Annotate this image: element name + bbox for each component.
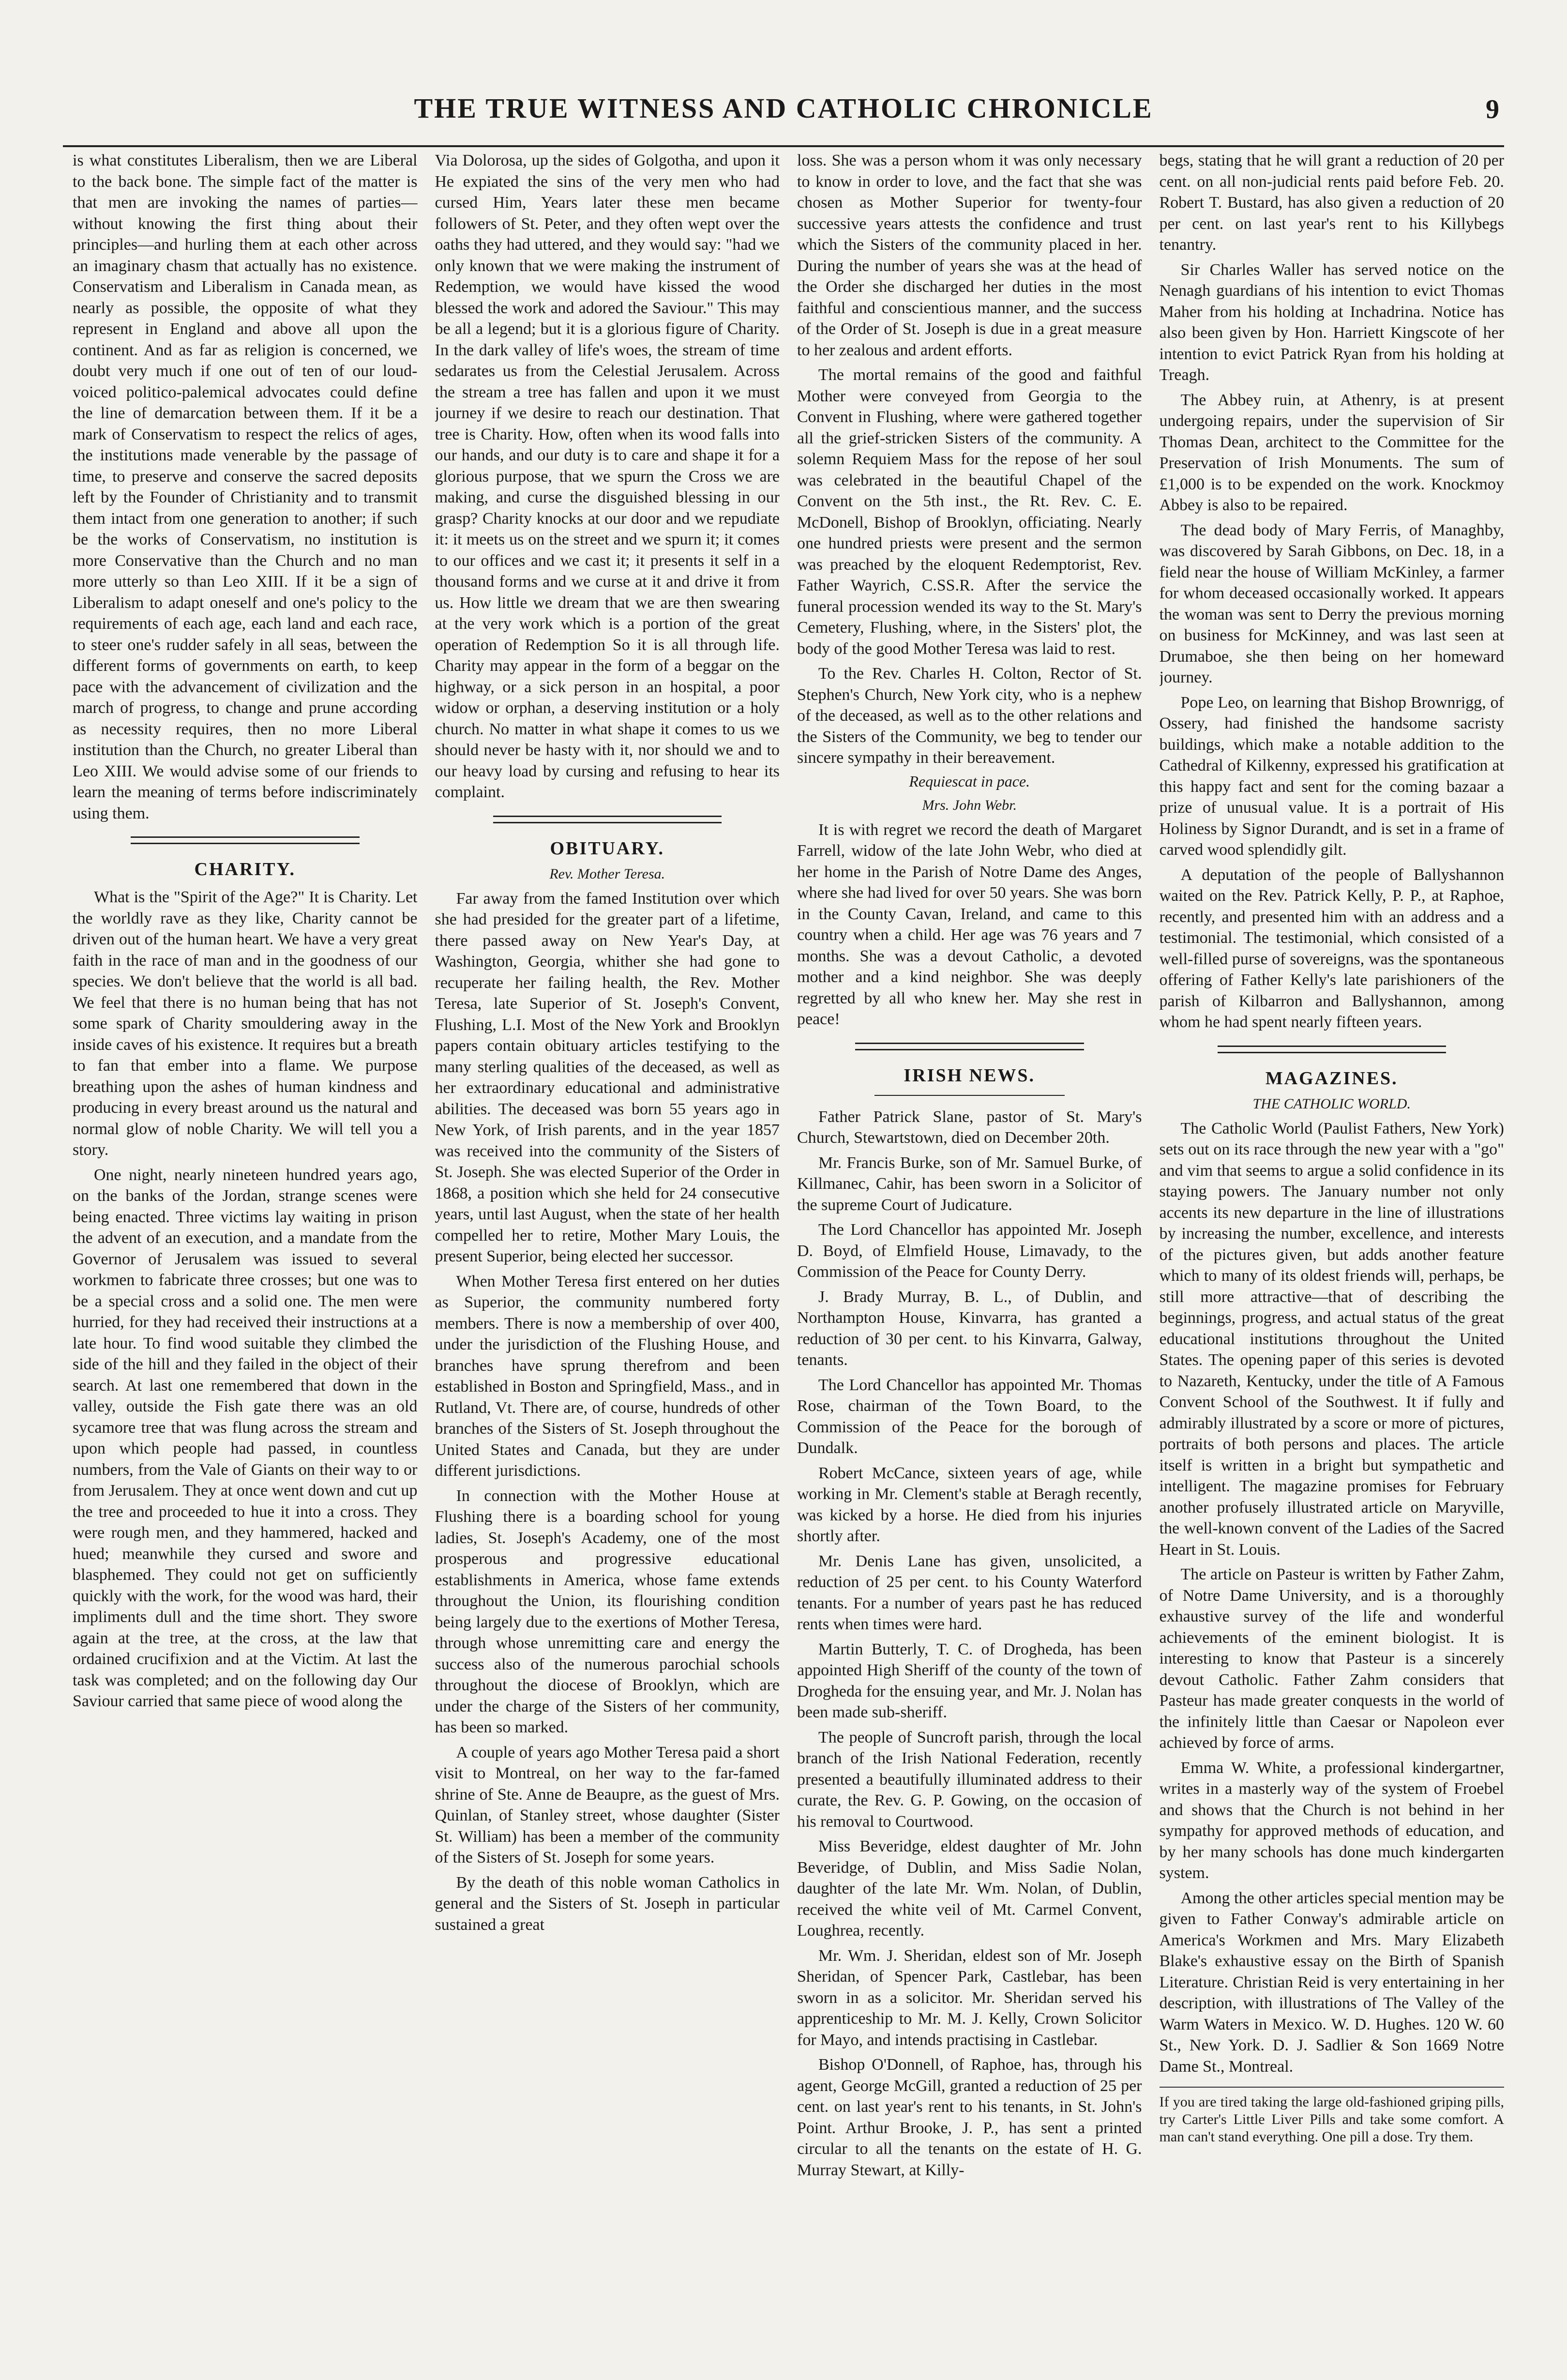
- section-divider: [131, 836, 360, 844]
- paragraph: In connection with the Mother House at Flushing there is a boarding school for young ladies, St. Joseph's Academy, one of the most prosperous and progressive educational establishments in America, whose fame extends throughout the Union, its flourishing condition being largely due to the exertions of Mother Teresa, through whose unremitting care and energy the success also of the numerous parochial schools throughout the diocese of Brooklyn, which are under the charge of the Sisters of her community, has been so marked.: [435, 1486, 780, 1736]
- charity-article: [73, 887, 418, 1712]
- paragraph: Emma W. White, a professional kindergartner, writes in a masterly way of the system of Froebel and shows that the Church is not behind in her sympathy for approved methods of education, and by her many schools has done much kindergarten system.: [1159, 1758, 1504, 1882]
- paragraph: Father Patrick Slane, pastor of St. Mary's Church, Stewartstown, died on December 20th.: [797, 1107, 1142, 1147]
- paragraph: It is with regret we record the death of Margaret Farrell, widow of the late John Webr, who died at her home in the Parish of Notre Dame des Anges, where she had lived for over 50 years. She was born in the County Cavan, Ireland, and came to this country when a child. Her age was 76 years and 7 months. She was a devout Catholic, a devoted mother and a kind neighbor. She was deeply regretted by all who knew her. May she rest in peace!: [797, 820, 1142, 1028]
- charity-article-continued: [435, 150, 780, 803]
- column-4: [1160, 150, 1505, 2341]
- magazines-heading: MAGAZINES.: [1265, 1068, 1398, 1089]
- paragraph: Mr. Francis Burke, son of Mr. Samuel Burke, of Killmanec, Cahir, has been sworn in a Solicitor of the supreme Court of Judicature.: [797, 1153, 1142, 1214]
- heading-rule: [874, 1095, 1065, 1096]
- section-divider: [493, 816, 722, 823]
- paragraph: When Mother Teresa first entered on her duties as Superior, the community numbered forty members. There is now a membership of over 400, under the jurisdiction of the Flushing House, and branches have sprung therefrom and been established in Boston and Springfield, Mass., and in Rutland, Vt. There are, of course, hundreds of other branches of the Sisters of St. Joseph throughout the United States and Canada, but they are under different jurisdictions.: [435, 1272, 780, 1480]
- charity-heading: CHARITY.: [194, 859, 296, 879]
- irish-news-items: [797, 1107, 1142, 2181]
- obituary-heading: OBITUARY.: [550, 838, 664, 859]
- obituary-subhead: Rev. Mother Teresa.: [549, 865, 665, 882]
- article-columns: [73, 150, 1504, 2341]
- paragraph: A couple of years ago Mother Teresa paid a short visit to Montreal, on her way to the far-famed shrine of Ste. Anne de Beaupre, as the guest of Mrs. Quinlan, of Stanley street, whose daughter (Sister St. William) has been a member of the community of the Sisters of St. Joseph for some years.: [435, 1743, 780, 1866]
- paragraph: The article on Pasteur is written by Father Zahm, of Notre Dame University, and is a thoroughly exhaustive survey of the life and wonderful achievements of the eminent biologist. It is interesting to know that Pasteur is a sincerely devout Catholic. Father Zahm considers that Pasteur has made greater conquests in the world of the infinitely little than Caesar or Napoleon ever achieved by force of arms.: [1159, 1565, 1504, 1752]
- page-number: 9: [1486, 94, 1499, 124]
- obituary-article-continued: [797, 150, 1142, 769]
- paragraph: What is the "Spirit of the Age?" It is Charity. Let the worldly rave as they like, Charity cannot be driven out of the human heart. We have a very great faith in the race of man and in the goodness of our species. We don't believe that the world is all bad. We feel that there is no human being that has not some spark of Charity smouldering away in the inside caves of his existence. It requires but a breath to fan that ember into a flame. We purpose breathing upon the ashes of human kindness and producing in every breast around us the natural and normal glow of noble Charity. We will tell you a story.: [73, 888, 418, 1159]
- paragraph: The people of Suncroft parish, through the local branch of the Irish National Federation, recently presented a beautifully illuminated address to their curate, the Rev. G. P. Gowing, on the occasion of his removal to Courtwood.: [797, 1728, 1142, 1831]
- paragraph: The Lord Chancellor has appointed Mr. Joseph D. Boyd, of Elmfield House, Limavady, to the Commission of the Peace for County Derry.: [797, 1221, 1142, 1281]
- paragraph: A deputation of the people of Ballyshannon waited on the Rev. Patrick Kelly, P. P., at Raphoe, recently, and presented him with an address and a testimonial. The testimonial, which consisted of a well-filled purse of sovereigns, was the spontaneous offering of Father Kelly's late parishioners of the parish of Kilbarron and Ballyshannon, among whom he had spent nearly fifteen years.: [1159, 865, 1504, 1031]
- paragraph: Mr. Wm. J. Sheridan, eldest son of Mr. Joseph Sheridan, of Spencer Park, Castlebar, has been sworn in as a solicitor. Mr. Sheridan served his apprenticeship to Mr. M. J. Kelly, Crown Solicitor for Mayo, and intends practising in Castlebar.: [797, 1946, 1142, 2049]
- paragraph: Via Dolorosa, up the sides of Golgotha, and upon it He expiated the sins of the very men who had cursed Him, Years later these men became followers of St. Peter, and they often wept over the oaths they had uttered, and they would say: "had we only known that we were making the instrument of Redemption, we would have kissed the wood blessed the work and adored the Saviour." This may be all a legend; but it is a glorious figure of Charity. In the dark valley of life's woes, the stream of time sedarates us from the Celestial Jerusalem. Across the stream a tree has fallen and upon it we must journey if we desire to reach our destination. That tree is Charity. How, often when its wood falls into our hands, and our duty is to care and shape it for a glorious purpose, that we spurn the Cross we are making, and curse the disguished blessing in our grasp? Charity knocks at our door and we repudiate it: it meets us on the street and we spurn it; it comes to our offices and we cast it; it presents it self in a thousand forms and we curse at it and drive it from us. How little we dream that we are then swearing at the very work which is a portion of the great operation of Redemption So it is all through life. Charity may appear in the form of a beggar on the highway, or a sick person in an hospital, a poor widow or orphan, a deserving institution or a holy church. No matter in what shape it comes to us we should never be hasty with it, nor should we and to our heavy load by cursing and refusing to hear its complaint.: [435, 152, 780, 801]
- paragraph: To the Rev. Charles H. Colton, Rector of St. Stephen's Church, New York city, who is a nephew of the deceased, as well as to the other relations and the Sisters of the Community, we beg to tender our sincere sympathy in their bereavement.: [797, 665, 1142, 767]
- pills-advertisement: If you are tired taking the large old-fashioned griping pills, try Carter's Little Liver Pills and take some comfort. A man can't stand everything. One pill a dose. Try them.: [1160, 2087, 1505, 2146]
- paragraph: Mr. Denis Lane has given, unsolicited, a reduction of 25 per cent. to his County Waterford tenants. For a number of years past he has reduced rents when times were hard.: [797, 1552, 1142, 1633]
- section-divider: [855, 1043, 1084, 1050]
- column-1: [73, 150, 418, 2341]
- paragraph: Miss Beveridge, eldest daughter of Mr. John Beveridge, of Dublin, and Miss Sadie Nolan, daughter of the late Mr. Wm. Nolan, of Dublin, received the white veil of Mt. Carmel Convent, Loughrea, recently.: [797, 1837, 1142, 1940]
- column-3: [797, 150, 1142, 2341]
- paragraph: The Abbey ruin, at Athenry, is at present undergoing repairs, under the supervision of Sir Thomas Dean, architect to the Committee for the Preservation of Irish Monuments. The sum of £1,000 is to be expended on the work. Knockmoy Abbey is also to be repaired.: [1159, 391, 1504, 514]
- paragraph: Robert McCance, sixteen years of age, while working in Mr. Clement's stable at Beragh recently, was kicked by a horse. He died from his injuries shortly after.: [797, 1464, 1142, 1545]
- irish-news-continued: [1160, 150, 1505, 1033]
- liberalism-article: [73, 150, 418, 824]
- irish-news-heading: IRISH NEWS.: [904, 1065, 1036, 1086]
- obituary-article: [435, 888, 780, 1936]
- paragraph: loss. She was a person whom it was only necessary to know in order to love, and the fact that she was chosen as Mother Superior for twenty-four successive years attests the confidence and trust which the Sisters of the community placed in her. During the number of years she was at the head of the Order she discharged her duties in the most faithful and conscientious manner, and the success of the Order of St. Joseph is due in a great measure to her zealous and ardent efforts.: [797, 152, 1142, 359]
- paragraph: J. Brady Murray, B. L., of Dublin, and Northampton House, Kinvarra, has granted a reduction of 30 per cent. to his Kinvarra, Galway, tenants.: [797, 1288, 1142, 1369]
- webr-subhead: Mrs. John Webr.: [922, 797, 1017, 813]
- paragraph: Among the other articles special mention may be given to Father Conway's admirable article on America's Workmen and Mrs. Mary Elizabeth Blake's exhaustive essay on the Birth of Spanish Literature. Christian Reid is very entertaining in her description, with illustrations of The Valley of the Warm Waters in Mexico. W. D. Hughes. 120 W. 60 St., New York. D. J. Sadlier & Son 1669 Notre Dame St., Montreal.: [1159, 1889, 1504, 2076]
- paragraph: Pope Leo, on learning that Bishop Brownrigg, of Ossery, had finished the handsome sacristy buildings, which make a notable addition to the Cathedral of Kilkenny, expressed his gratification at this happy fact and sent for the coming bazaar a prize of unusual value. It is a portrait of His Holiness by Signor Durandt, and is set in a frame of carved wood splendidly gilt.: [1159, 693, 1504, 859]
- paragraph: is what constitutes Liberalism, then we are Liberal to the back bone. The simple fact of the matter is that men are invoking the names of parties—without knowing the first thing about their principles—and hurling them at each other across an imaginary chasm that actually has no existence. Conservatism and Liberalism in Canada mean, as nearly as possible, the opposite of what they represent in England and above all upon the continent. And as far as religion is concerned, we doubt very much if one out of ten of our loud-voiced politico-palemical advocates could define the line of demarcation between them. If it be a mark of Conservatism to respect the relics of ages, the institutions made venerable by the passage of time, to preserve and conserve the sacred deposits left by the Founder of Christianity and to transmit them intact from one generation to another; if such be the works of Conservatism, no institution is more Conservative than the Church and no man more utterly so than Leo XIII. If it be a sign of Liberalism to adapt oneself and one's policy to the requirements of each age, each land and each race, to steer one's rudder safely in all seas, between the different forms of governments on earth, to keep pace with the advancement of civilization and the march of progress, to change and prune according as necessity requires, then no more Liberal institution than the Church, no greater Liberal than Leo XIII. We would advise some of our friends to learn the meaning of terms before indiscriminately using them.: [73, 152, 418, 822]
- masthead: [63, 73, 1504, 147]
- paragraph: begs, stating that he will grant a reduction of 20 per cent. on all non-judicial rents paid before Feb. 20. Robert T. Bustard, has also given a reduction of 20 per cent. on last year's rent to his Killybegs tenantry.: [1159, 152, 1504, 254]
- requiescat-line: Requiescat in pace.: [909, 772, 1030, 790]
- paragraph: By the death of this noble woman Catholics in general and the Sisters of St. Joseph in particular sustained a great: [435, 1873, 780, 1934]
- magazines-article: [1160, 1118, 1505, 2077]
- paragraph: Martin Butterly, T. C. of Drogheda, has been appointed High Sheriff of the county of the town of Drogheda for the ensuing year, and Mr. J. Nolan has been made sub-sheriff.: [797, 1640, 1142, 1721]
- paragraph: The Lord Chancellor has appointed Mr. Thomas Rose, chairman of the Town Board, to the Commission of the Peace for the borough of Dundalk.: [797, 1376, 1142, 1457]
- paragraph: Bishop O'Donnell, of Raphoe, has, through his agent, George McGill, granted a reduction of 25 per cent. on last year's rent to his tenants, in St. John's Point. Arthur Brooke, J. P., has sent a printed circular to all the tenants on the estate of H. G. Murray Stewart, at Killy-: [797, 2056, 1142, 2179]
- paragraph: Far away from the famed Institution over which she had presided for the greater part of a lifetime, there passed away on New Year's Day, at Washington, Georgia, whither she had gone to recuperate her failing health, the Rev. Mother Teresa, late Superior of St. Joseph's Convent, Flushing, L.I. Most of the New York and Brooklyn papers contain obituary articles testifying to the many sterling qualities of the deceased, as well as her extraordinary educational and administrative abilities. The deceased was born 55 years ago in New York, of Irish parents, and in the year 1857 was received into the community of the Sisters of St. Joseph. She was elected Superior of the Order in 1868, a position which she held for 24 consecutive years, until last August, when the state of her health compelled her to retire, Mother Mary Louis, the present Superior, being elected her successor.: [435, 889, 780, 1265]
- paragraph: The Catholic World (Paulist Fathers, New York) sets out on its race through the new year with a "go" and vim that seems to argue a solid confidence in its staying powers. The January number not only accents its new departure in the line of illustrations by increasing the number, excellence, and interests of the pictures given, but adds another feature which to many of its oldest friends will, perhaps, be still more attractive—that of describing the beginnings, progress, and actual status of the great educational institutions throughout the United States. The opening paper of this series is devoted to Nazareth, Kentucky, under the title of A Famous Convent School of the Southwest. It if fully and admirably illustrated by a score or more of pictures, portraits of both persons and places. The article itself is written in a bright but sympathetic and intelligent. The magazine promises for February another profusely illustrated article on Maryville, the well-known convent of the Ladies of the Sacred Heart in St. Louis.: [1159, 1119, 1504, 1559]
- webr-obituary: [797, 819, 1142, 1030]
- column-2: [435, 150, 780, 2341]
- paragraph: Sir Charles Waller has served notice on the Nenagh guardians of his intention to evict Thomas Maher from his holding at Inchadrina. Notice has also been given by Hon. Harriett Kingscote of her intention to evict Patrick Ryan from his holding at Treagh.: [1159, 260, 1504, 384]
- paragraph: One night, nearly nineteen hundred years ago, on the banks of the Jordan, strange scenes were being enacted. Three victims lay waiting in prison the advent of an execution, and a mandate from the Governor of Jerusalem was issued to several workmen to fabricate three crosses; but one was to be a special cross and a solid one. The men were hurried, for they had received their instructions at a late hour. To find wood suitable they climbed the side of the hill and they failed in the object of their search. At last one remembered that down in the valley, outside the Fish gate there was an old sycamore tree that was flung across the stream and upon which people had passed, in countless numbers, from the Vale of Giants on their way to or from Jerusalem. They at once went down and cut up the tree and proceeded to hue it into a cross. They were rough men, and they hammered, hacked and hued; meanwhile they cursed and swore and blasphemed. They could not get on sufficiently quickly with the work, for the wood was hard, their impliments dull and the time short. They swore again at the tree, at the cross, at the law that ordained crucifixion and at the Victim. At last the task was completed; and on the following day Our Saviour carried that same piece of wood along the: [73, 1166, 418, 1710]
- section-divider: [1218, 1046, 1446, 1053]
- magazines-subhead: THE CATHOLIC WORLD.: [1252, 1095, 1411, 1112]
- paragraph: The mortal remains of the good and faithful Mother were conveyed from Georgia to the Convent in Flushing, where were gathered together all the grief-stricken Sisters of the community. A solemn Requiem Mass for the repose of her soul was celebrated in the beautiful Chapel of the Convent on the 5th inst., the Rt. Rev. C. E. McDonell, Bishop of Brooklyn, officiating. Nearly one hundred priests were present and the sermon was preached by the eloquent Redemptorist, Rev. Father Wayrich, C.SS.R. After the service the funeral procession wended its way to the St. Mary's Cemetery, Flushing, where, in the Sisters' plot, the body of the good Mother Teresa was laid to rest.: [797, 366, 1142, 658]
- masthead-title: THE TRUE WITNESS AND CATHOLIC CHRONICLE: [414, 92, 1153, 124]
- paragraph: The dead body of Mary Ferris, of Managhby, was discovered by Sarah Gibbons, on Dec. 18, in a field near the house of William McKinley, a farmer for whom deceased occasionally worked. It appears the woman was sent to Derry the previous morning on business for McKinney, and was last seen at Drumaboe, she then being on her homeward journey.: [1159, 521, 1504, 686]
